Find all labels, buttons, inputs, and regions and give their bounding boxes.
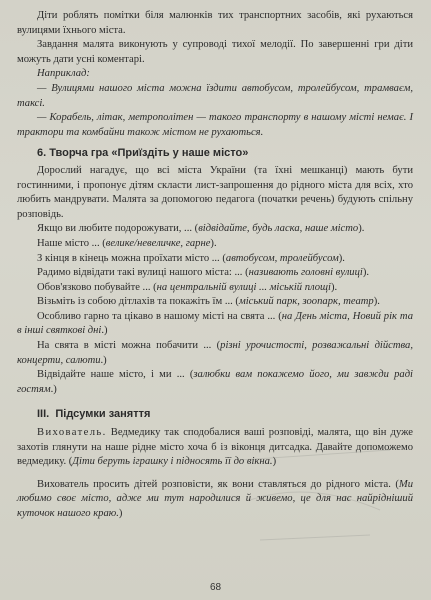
prompt-end: .) — [101, 325, 108, 337]
prompt-text: Наше місто ... ( — [37, 237, 106, 249]
prompt-end: ). — [358, 223, 365, 235]
stage-direction: Діти беруть іграшку і підносять її до вікна. — [72, 456, 273, 468]
paragraph: Діти роблять помітки біля малюнків тих транспортних засобів, які рухаються вулицями їхнього міста. — [17, 10, 413, 36]
prompt-text: Якщо ви любите подорожувати, ... ( — [37, 223, 199, 235]
paragraph-end: ) — [272, 456, 277, 468]
sentence-prompt — [17, 252, 413, 267]
sentence-prompt — [17, 237, 413, 252]
prompt-answer: відвідайте, будь ласка, наше місто — [198, 223, 359, 235]
prompt-text: На святa в місті можна побачити ... ( — [37, 340, 221, 352]
children-answer: Ми любимо своє місто, адже ми тут народилися й живемо, це для нас найрідніший куточок нашого краю. — [17, 478, 413, 519]
sentence-prompt — [17, 339, 413, 368]
prompt-answer: на День міста, Новий рік та в інші святкові дні — [17, 310, 413, 337]
prompt-text: Обов'язково побувайте ... ( — [37, 281, 157, 293]
paragraph — [17, 478, 413, 522]
sentence-prompt — [17, 310, 413, 339]
spacer — [17, 470, 413, 478]
sentence-prompt — [17, 281, 413, 296]
prompt-end: ). — [331, 281, 338, 293]
sentence-prompt — [17, 295, 413, 310]
prompt-answer: залюбки вам покажемо його, ми завжди раді гостям — [17, 369, 413, 395]
section-heading — [17, 407, 413, 422]
section-title: Підсумки заняття — [55, 408, 151, 421]
sentence-prompt — [17, 368, 413, 397]
prompt-answer: велике/невеличке, гарне — [105, 237, 211, 249]
prompt-answer: різні урочистості, розважальні дійства, концерти, салюти — [17, 340, 413, 366]
prompt-end: .) — [100, 354, 107, 366]
prompt-answer: називають головні вулиці — [248, 267, 363, 279]
prompt-text: Відвідайте наше місто, і ми ... ( — [37, 369, 194, 381]
paragraph-text: Ведмедику так сподобалися ваші розповіді, малята, що він дуже захотів глянути на наше рідне місто хоча б із віконця дитсадка. Давайте допоможемо ведмедику. ( — [17, 427, 413, 468]
prompt-end: ). — [210, 237, 217, 249]
example-line: — Корабель, літак, метрополітен — такого транспорту в нашому місті немає. І трактори та комбайни також містом не рухаються. — [17, 112, 413, 138]
example-line: — Вулицями нашого міста можна їздити автобусом, тролейбусом, трамваєм, таксі. — [17, 82, 413, 109]
section-number: III. — [37, 408, 50, 421]
sentence-prompt — [17, 266, 413, 281]
example-label: Наприклад: — [37, 68, 90, 80]
paragraph-end: ) — [118, 508, 123, 519]
paragraph-text: Вихователь просить дітей розповісти, як вони ставляться до рідного міста. ( — [37, 478, 399, 490]
paragraph: Завдання малята виконують у супроводі тихої мелодії. По завершенні гри діти можуть дати усні коментарі. — [17, 39, 413, 65]
sentence-prompt — [17, 222, 413, 237]
prompt-text: Особливо гарно та цікаво в нашому місті на свята ... ( — [37, 310, 282, 322]
speaker-label: Вихователь. — [37, 427, 107, 439]
prompt-text: Візьміть із собою дітлахів та покажіть їм ... ( — [37, 296, 239, 308]
prompt-text: З кінця в кінець можна проїхати місто ... ( — [37, 252, 226, 264]
section-heading: 6. Творча гра «Приїздіть у наше місто» — [37, 147, 249, 160]
page-text — [17, 9, 413, 522]
prompt-answer: міський парк, зоопарк, театр — [238, 296, 374, 308]
prompt-end: ). — [338, 252, 345, 264]
prompt-answer: на центральній вулиці ... міській площі — [156, 281, 331, 293]
page-number: 68 — [209, 582, 222, 593]
prompt-end: ). — [373, 296, 380, 308]
paragraph: Дорослий нагадує, що всі міста України (та їхні мешканці) мають бути гостинними, і пропонує дітям скласти лист-запрошення до рідного міста для всіх, хто любить мандрувати. Малята за допомогою педагога (початки речень) будують спільну розповідь. — [17, 164, 413, 220]
prompt-end: ). — [362, 267, 370, 279]
prompt-text: Радимо відвідати такі вулиці нашого міста: ... ( — [37, 267, 249, 279]
paragraph — [17, 426, 413, 470]
prompt-end: .) — [50, 383, 57, 395]
prompt-answer: автобусом, тролейбусом — [225, 252, 339, 264]
